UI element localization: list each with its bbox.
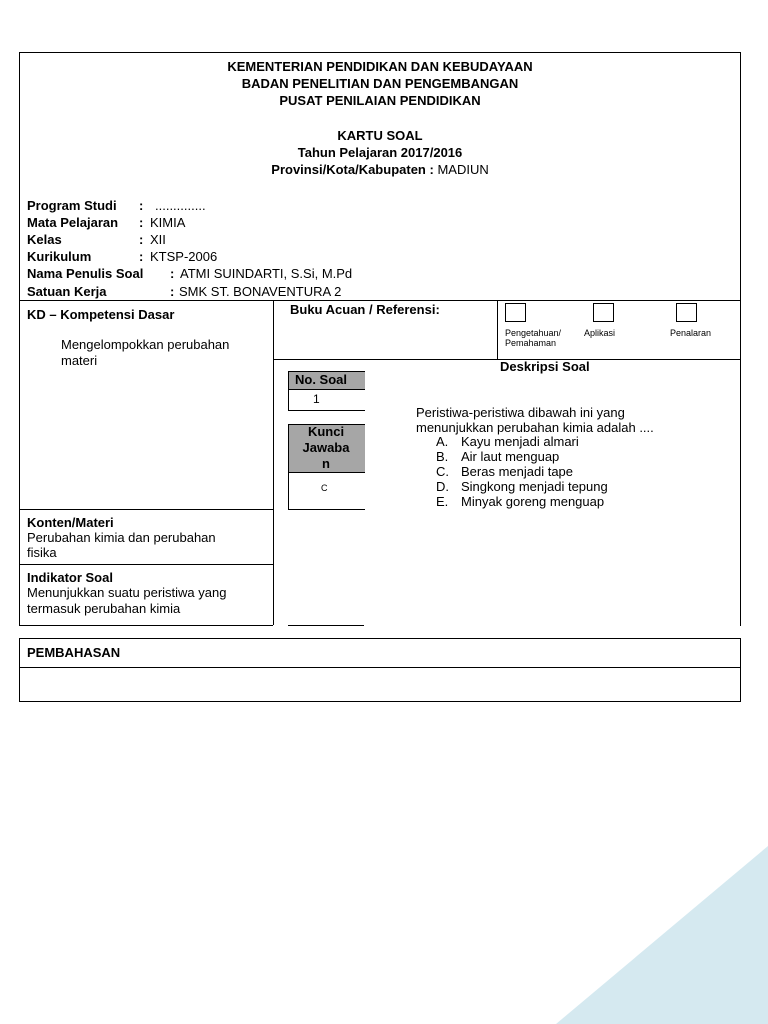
discussion-box xyxy=(19,638,741,702)
description-title: Deskripsi Soal xyxy=(500,359,590,374)
grid-line xyxy=(273,300,274,625)
grid-line xyxy=(497,300,498,359)
option-letter: A. xyxy=(436,434,449,449)
question-stem-line1: Peristiwa-peristiwa dibawah ini yang xyxy=(416,405,625,420)
indicator-text-line1: Menunjukkan suatu peristiwa yang xyxy=(27,585,227,600)
identity-subject-value: KIMIA xyxy=(150,215,186,230)
identity-program-value: .............. xyxy=(155,198,206,213)
option-b xyxy=(436,449,559,464)
question-stem-line2: menunjukkan perubahan kimia adalah .... xyxy=(416,420,654,435)
identity-author-label: Nama Penulis Soal xyxy=(27,266,144,281)
grid-line xyxy=(19,564,273,565)
corner-decoration xyxy=(556,846,768,1024)
grid-line xyxy=(19,667,740,668)
kd-text-line2: materi xyxy=(61,353,98,368)
identity-unit-value: SMK ST. BONAVENTURA 2 xyxy=(179,284,342,299)
option-text: Kayu menjadi almari xyxy=(461,434,579,449)
region-value: MADIUN xyxy=(437,162,489,177)
agency-line: BADAN PENELITIAN DAN PENGEMBANGAN xyxy=(241,76,519,91)
level-knowledge-label-line1: Pengetahuan/ xyxy=(505,328,562,338)
identity-class-label: Kelas xyxy=(27,232,62,247)
center-line: PUSAT PENILAIAN PENDIDIKAN xyxy=(279,93,481,108)
question-no-value: 1 xyxy=(313,392,320,406)
identity-curriculum-value: KTSP-2006 xyxy=(150,249,218,264)
identity-unit-sep: : xyxy=(170,284,175,299)
identity-class-sep: : xyxy=(139,232,144,247)
card-title: KARTU SOAL xyxy=(337,128,423,143)
option-e xyxy=(436,494,604,509)
identity-program-label: Program Studi xyxy=(27,198,117,213)
question-no-label: No. Soal xyxy=(295,372,348,387)
discussion-title: PEMBAHASAN xyxy=(27,645,121,660)
grid-line xyxy=(19,625,273,626)
indicator-text-line2: termasuk perubahan kimia xyxy=(27,601,181,616)
ministry-line: KEMENTERIAN PENDIDIKAN DAN KEBUDAYAAN xyxy=(227,59,533,74)
option-letter: D. xyxy=(436,479,449,494)
kd-title: KD – Kompetensi Dasar xyxy=(27,307,175,322)
question-no-value-cell xyxy=(288,389,365,411)
level-reasoning-checkbox[interactable] xyxy=(676,303,697,322)
level-application-checkbox[interactable] xyxy=(593,303,614,322)
level-reasoning-label: Penalaran xyxy=(670,328,712,338)
region-label: Provinsi/Kota/Kabupaten : xyxy=(271,162,434,177)
grid-line xyxy=(19,509,273,510)
identity-unit-label: Satuan Kerja xyxy=(27,284,107,299)
option-text: Singkong menjadi tepung xyxy=(461,479,608,494)
level-knowledge-checkbox[interactable] xyxy=(505,303,526,322)
identity-program-sep: : xyxy=(139,198,144,213)
identity-subject-label: Mata Pelajaran xyxy=(27,215,119,230)
reference-title: Buku Acuan / Referensi: xyxy=(290,302,440,317)
option-text: Minyak goreng menguap xyxy=(461,494,605,509)
level-application-label: Aplikasi xyxy=(584,328,616,338)
option-d xyxy=(436,479,608,494)
answer-key-label-line3: n xyxy=(322,456,330,471)
identity-curriculum-label: Kurikulum xyxy=(27,249,92,264)
corner-triangle-shape xyxy=(556,846,768,1024)
content-title: Konten/Materi xyxy=(27,515,114,530)
option-a xyxy=(436,434,579,449)
academic-year: Tahun Pelajaran 2017/2016 xyxy=(297,145,463,160)
kd-text-line1: Mengelompokkan perubahan xyxy=(61,337,230,352)
option-c xyxy=(436,464,573,479)
region-line xyxy=(19,162,741,178)
content-text-line1: Perubahan kimia dan perubahan xyxy=(27,530,216,545)
content-text-line2: fisika xyxy=(27,545,57,560)
answer-key-label-line1: Kunci xyxy=(307,424,345,439)
option-letter: E. xyxy=(436,494,449,509)
identity-author-value: ATMI SUINDARTI, S.Si, M.Pd xyxy=(180,266,353,281)
option-letter: B. xyxy=(436,449,449,464)
grid-line xyxy=(288,625,364,626)
indicator-title: Indikator Soal xyxy=(27,570,113,585)
answer-key-label-line2: Jawaba xyxy=(302,440,350,455)
option-text: Air laut menguap xyxy=(461,449,560,464)
option-text: Beras menjadi tape xyxy=(461,464,574,479)
identity-subject-sep: : xyxy=(139,215,144,230)
answer-key-value: C xyxy=(321,483,328,493)
option-letter: C. xyxy=(436,464,449,479)
identity-author-sep: : xyxy=(170,266,175,281)
identity-curriculum-sep: : xyxy=(139,249,144,264)
grid-line xyxy=(19,300,740,301)
identity-class-value: XII xyxy=(150,232,166,247)
level-knowledge-label-line2: Pemahaman xyxy=(505,338,557,348)
